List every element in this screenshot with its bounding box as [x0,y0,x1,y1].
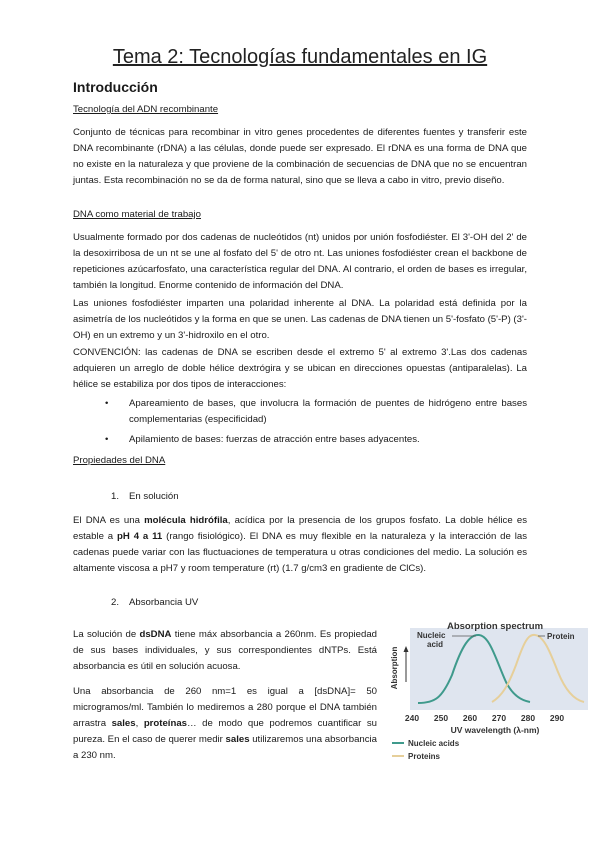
arrow-head-icon [404,646,409,652]
legend-nucleic-acids: Nucleic acids [408,739,460,748]
numbered-heading [111,491,179,502]
paragraph: Conjunto de técnicas para recombinar in vitro genes procedentes de diferentes fuentes y transferir este DNA recombinante (rDNA) a las células, donde puede ser expresado. El rDNA es una forma de DNA que no existe en la naturaleza y que proviene de la combinación de secuencias de DNA que no se encuentran juntas. Esta recombinación no se da de forma natural, sino que se lleva a cabo in vitro, previo diseño. [73,127,527,186]
nucleic-label: acid [427,640,444,649]
legend-proteins: Proteins [408,752,441,761]
nucleic-label: Nucleic [417,631,446,640]
number: 2. [111,597,120,608]
absorption-spectrum-figure [380,620,590,770]
figure-title: Absorption spectrum [446,621,544,632]
subheading-properties: Propiedades del DNA [73,455,166,466]
protein-label: Protein [547,632,575,641]
list-item-text: Apilamiento de bases: fuerzas de atracción entre bases adyacentes. [129,434,420,445]
number: 1. [111,491,120,502]
numbered-heading-label: Absorbancia UV [129,597,199,608]
x-axis-label: UV wavelength (λ-nm) [450,725,540,735]
section-heading: Introducción [73,79,158,95]
y-axis-label: Absorption [390,646,399,690]
bullet-icon: • [105,434,109,445]
x-tick-label: 280 [520,713,536,723]
x-tick-label: 270 [491,713,507,723]
list-item [105,432,527,448]
paragraph: CONVENCIÓN: las cadenas de DNA se escriben desde el extremo 5' al extremo 3'.Las dos cadenas adquieren un arreglo de doble hélice dextrógira y se ubican en direcciones opuestas (antiparalelas). La hélice se estabiliza por dos tipos de interacciones: [73,347,527,390]
paragraph: Una absorbancia de 260 nm=1 es igual a [dsDNA]= 50 microgramos/ml. También lo mediremos a 280 porque el DNA también arrastra sales, proteínas… de modo que podremos cuantificar su pureza. En el caso de querer medir sales utilizaremos una absorbancia a 230 nm. [73,686,378,761]
list-item-text: Apareamiento de bases, que involucra la formación de puentes de hidrógeno entre bases complementarias (especificidad) [129,398,527,425]
numbered-heading-label: En solución [129,491,179,502]
subheading-dna-material: DNA como material de trabajo [73,209,201,220]
page-title: Tema 2: Tecnologías fundamentales en IG [112,46,488,68]
paragraph: La solución de dsDNA tiene máx absorbancia a 260nm. Es propiedad de sus bases individuales, y sus correspondientes dNTPs. Está absorbancia es útil en solución acuosa. [73,629,377,672]
numbered-heading [111,597,198,608]
x-tick-label: 250 [433,713,449,723]
paragraph: Usualmente formado por dos cadenas de nucleótidos (nt) unidos por unión fosfodiéster. El 3'-OH del 2' de la desoxirribosa de un nt se une al fosfato del 5' de otro nt. Las uniones fosfodiéster crean el backbone de repeticiones azúcarfosfato, una característica regular del DNA. Al contrario, el orden de bases es irregular, también la longitud. Enorme contenido de información del DNA. [73,232,527,291]
paragraph: El DNA es una molécula hidrófila, acídica por la presencia de los grupos fosfato. La doble hélice es estable a pH 4 a 11 (rango fisiológico). El DNA es muy flexible en la naturaleza y la interacción de las cadenas puede variar con las fluctuaciones de temperatura u otras condiciones del medio. La solución es altamente viscosa a pH7 y room temperature (rt) (1.7 g/cm3 en gradiente de ClCs). [73,515,527,574]
bullet-icon: • [105,398,109,409]
x-tick-label: 240 [404,713,420,723]
x-tick-label: 290 [549,713,565,723]
paragraph: Las uniones fosfodiéster imparten una polaridad inherente al DNA. La polaridad está definida por la asimetría de los nucleótidos y la forma en que se unen. Las cadenas de DNA tienen un 5'-fosfato (5'-P) (3'-OH) en un extremo y un 3'-hidroxilo en el otro. [73,298,527,341]
x-tick-label: 260 [462,713,478,723]
subheading-recombinant: Tecnología del ADN recombinante [73,104,219,115]
list-item [105,396,527,428]
